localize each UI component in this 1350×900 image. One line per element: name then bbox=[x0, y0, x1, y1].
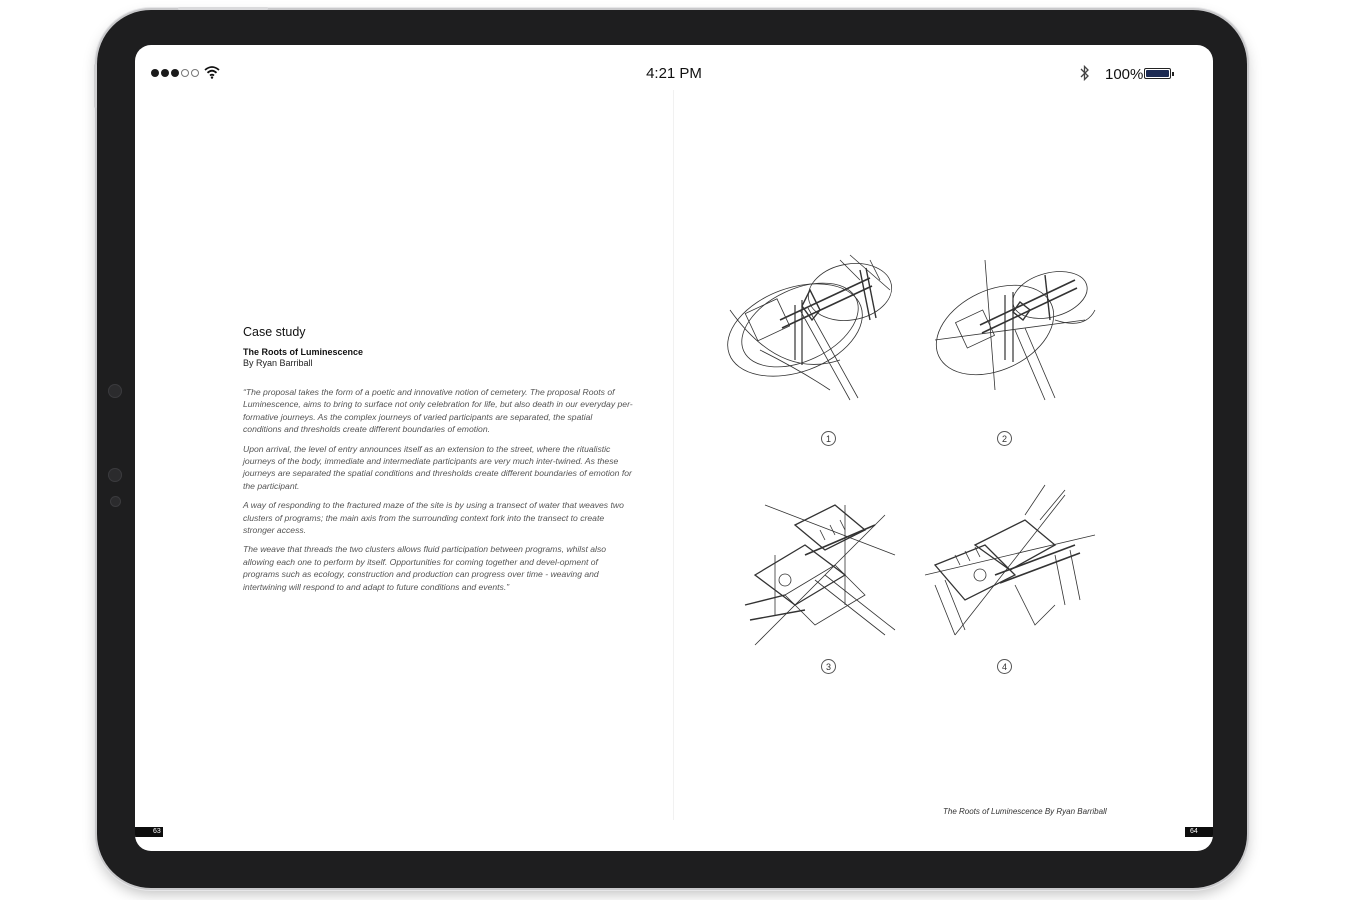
figure-caption: The Roots of Luminescence By Ryan Barriball bbox=[943, 807, 1107, 816]
body-paragraph: Upon arrival, the level of entry announces itself as an extension to the street, where the ritualistic journeys of the body, immediate and intermediate participants are very much inter-twined. As these journeys are separated the spatial conditions and thresholds create different boundaries of emotion for the participant. bbox=[243, 443, 632, 491]
page-number-left: 63 bbox=[135, 827, 163, 837]
figure-number-2: 2 bbox=[997, 431, 1012, 446]
status-bar bbox=[135, 45, 1213, 103]
sensor-dot bbox=[108, 468, 122, 482]
body-paragraph: The weave that threads the two clusters allows fluid participation between programs, whilst also allowing each one to perform by itself. Opportunities for coming together and devel-opment of programs such as ecology, construction and production can progress over time - weaving and intertwining will respond to and adapt to future conditions and events.” bbox=[243, 544, 607, 592]
architectural-sketch-1 bbox=[720, 250, 900, 410]
architectural-sketch-4 bbox=[915, 475, 1105, 655]
camera-dot bbox=[108, 384, 122, 398]
body-paragraph: “The proposal takes the form of a poetic and innovative notion of cemetery. The proposal Roots of Luminescence, aims to bring to surface not only celebration for life, but also death in our everyday per-formative journeys. As the complex journeys of varied participants are separated, the spatial conditions and thresholds create different boundaries of emotion. bbox=[243, 387, 633, 435]
volume-button bbox=[94, 64, 97, 108]
body-paragraph: A way of responding to the fractured maze of the site is by using a transect of water that weaves two clusters of programs; the main axis from the surrounding context fork into the transect to create stronger access. bbox=[243, 500, 624, 536]
section-title: Case study bbox=[243, 325, 306, 339]
book-title: The Roots of Luminescence bbox=[243, 347, 364, 357]
sensor-dot bbox=[110, 496, 121, 507]
bluetooth-icon bbox=[1080, 64, 1090, 82]
top-button bbox=[178, 7, 268, 10]
figure-number-1: 1 bbox=[821, 431, 836, 446]
battery-percent: 100% bbox=[1105, 66, 1144, 83]
page-spine bbox=[673, 90, 674, 820]
page-number-right: 64 bbox=[1185, 827, 1213, 837]
battery-fill bbox=[1146, 70, 1169, 77]
battery-icon bbox=[1144, 68, 1171, 79]
figure-number-4: 4 bbox=[997, 659, 1012, 674]
left-page bbox=[243, 325, 633, 600]
status-time: 4:21 PM bbox=[646, 65, 702, 82]
author-byline: By Ryan Barriball bbox=[243, 358, 313, 368]
screen bbox=[135, 45, 1213, 851]
architectural-sketch-3 bbox=[725, 485, 905, 655]
figure-number-3: 3 bbox=[821, 659, 836, 674]
architectural-sketch-2 bbox=[925, 250, 1105, 410]
